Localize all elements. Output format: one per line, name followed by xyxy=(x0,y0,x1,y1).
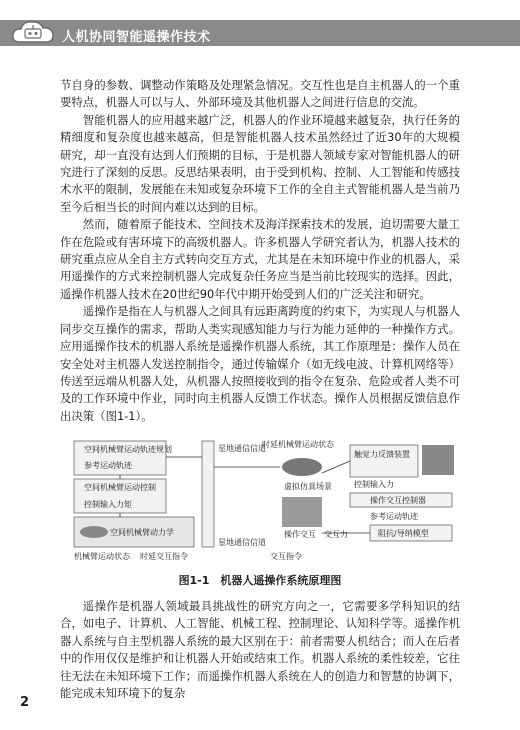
teleoperation-diagram xyxy=(70,437,460,564)
label-arm-motion-state: 机械臂运动状态 xyxy=(74,552,130,561)
label-interaction-controller: 操作交互控制器 xyxy=(370,496,426,505)
label-space-arm-control: 空间机械臂运动控制 xyxy=(84,483,156,492)
paragraph-2: 智能机器人的应用越来越广泛，机器人的作业环境越来越复杂，执行任务的精细度和复杂度也越来越高，但是智能机器人技术虽然经过了近30年的大规模研究，却一直没有达到人们预期的目标，于是机器人领域专家对智能机器人的研究进行了深刻的反思。反思结果表明，由于受到机构、控制、人工智能和传感技术水平的限制，发展能在未知或复杂环境下工作的全自主式智能机器人是当前乃至今后相当长的时间内难以达到的目标。 xyxy=(60,112,460,214)
label-ground-channel-bottom: 星地通信信道 xyxy=(218,538,266,547)
cloud-robot-logo-icon xyxy=(10,14,56,54)
header-title: 人机协同智能遥操作技术 xyxy=(62,30,211,45)
paragraph-3: 然而，随着原子能技术、空间技术及海洋探索技术的发展，迫切需要大量工作在危险或有害环境下的高级机器人。许多机器人学研究者认为，机器人技术的研究重点应从全自主方式转向交互方式，尤其是在未知环境中作业的机器人，采用遥操作的方式来控制机器人完成复杂任务应当是当前比较现实的选择。因此，遥操作机器人技术在20世纪90年代中期开始受到人们的广泛关注和研究。 xyxy=(60,217,460,301)
page-header xyxy=(0,0,520,64)
haptic-device-image-icon xyxy=(422,445,454,475)
paragraph-4: 遥操作是指在人与机器人之间具有远距离跨度的约束下，为实现人与机器人同步交互操作的需求，帮助人类实现感知能力与行为能力延伸的一种操作方式。应用遥操作技术的机器人系统是遥操作机器人系统，其工作原理是：操作人员在安全处对主机器人发送控制指令，通过传输媒介（如无线电波、计算机网络等）传送至远端从机器人处，从机器人按照接收到的指令在复杂、危险或者人类不可及的工作环境中作业，同时向主机器人反馈工作状态。操作人员根据反馈信息作出决策（图1-1）。 xyxy=(60,304,460,423)
label-interaction-command: 交互指令 xyxy=(270,552,302,561)
arrow-scene-to-feedback xyxy=(322,461,350,473)
label-impedance-model: 阻抗/导纳模型 xyxy=(378,529,429,538)
label-ref-trajectory-right: 参考运动轨迹 xyxy=(370,512,418,521)
figure-caption: 图1-1 机器人遥操作系统原理图 xyxy=(178,574,342,587)
space-arm-image-icon xyxy=(80,526,108,538)
label-ground-channel-top: 星地通信信道 xyxy=(218,444,266,453)
paragraph-1: 节自身的参数、调整动作策略及处理紧急情况。交互性也是自主机器人的一个重要特点，机器人可以与人、外部环境及其他机器人之间进行信息的交流。 xyxy=(60,78,460,110)
virtual-arm-image-icon xyxy=(282,458,322,476)
label-interaction-force: 交互力 xyxy=(324,530,348,539)
label-ref-trajectory-left: 参考运动轨迹 xyxy=(84,461,132,470)
text-block-bottom xyxy=(60,598,460,702)
ground-channel-bar xyxy=(202,441,214,547)
label-operator-interaction: 操作交互 xyxy=(284,530,316,539)
label-space-arm-dynamics: 空间机械臂动力学 xyxy=(110,528,174,537)
label-space-arm-motion: 空间机械臂运动轨迹规划 xyxy=(84,445,172,454)
page-number: 2 xyxy=(20,695,30,710)
label-virtual-scene: 虚拟仿真场景 xyxy=(284,482,332,491)
paragraph-5: 遥操作是机器人领域最具挑战性的研究方向之一，它需要多学科知识的结合，如电子、计算机、人工智能、机械工程、控制理论、认知科学等。遥操作机器人系统与自主型机器人系统的最大区别在于：前者需要人机结合；而人在后者中的作用仅仅是维护和让机器人开始或结束工作。机器人系统的柔性较差，它往往无法在未知环境下工作；而遥操作机器人系统在人的创造力和智慧的协调下，能完成未知环境下的复杂 xyxy=(60,599,460,701)
label-delay-command: 时延交互指令 xyxy=(140,552,188,561)
operator-image-icon xyxy=(282,497,322,527)
label-control-torque: 控制输入力矩 xyxy=(84,500,132,509)
label-delay-motion-state: 时延机械臂运动状态 xyxy=(262,440,334,449)
label-control-input-force: 控制输入力 xyxy=(354,480,394,489)
label-touch-feedback: 触觉力反馈装置 xyxy=(354,450,410,459)
text-block-top xyxy=(60,77,460,425)
